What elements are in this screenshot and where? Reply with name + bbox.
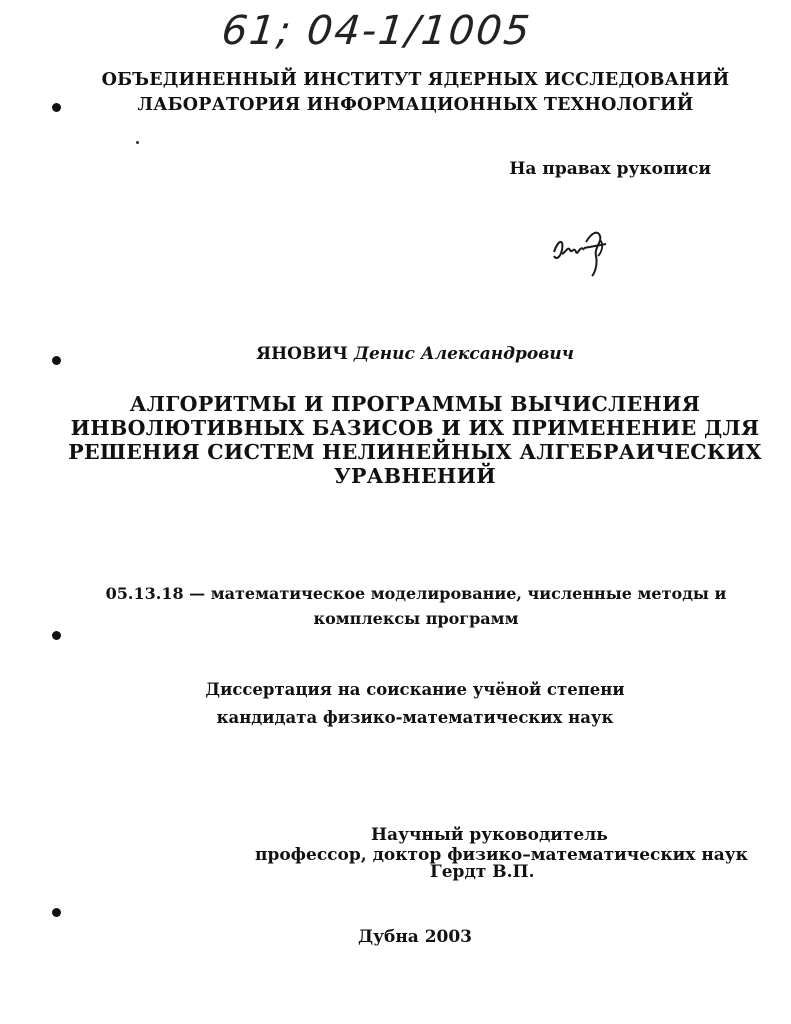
supervisor-name: Гердт В.П. — [430, 862, 535, 882]
supervisor-position: профессор, доктор физико–математических наук — [255, 845, 748, 865]
binder-hole-mark — [52, 908, 61, 917]
specialty-line-1: 05.13.18 — математическое моделирование, численные методы и — [105, 584, 727, 603]
handwritten-archive-code: 61; 04-1/1005 — [219, 8, 534, 54]
specialty-line-2: комплексы программ — [313, 609, 519, 628]
title-line-1: АЛГОРИТМЫ И ПРОГРАММЫ ВЫЧИСЛЕНИЯ — [129, 392, 701, 416]
binder-hole-mark — [52, 356, 61, 365]
author-given-names: Денис Александрович — [353, 344, 574, 364]
signature-mark — [548, 222, 618, 278]
supervisor-role: Научный руководитель — [371, 825, 608, 845]
title-line-3: РЕШЕНИЯ СИСТЕМ НЕЛИНЕЙНЫХ АЛГЕБРАИЧЕСКИХ — [68, 440, 762, 464]
laboratory-name: ЛАБОРАТОРИЯ ИНФОРМАЦИОННЫХ ТЕХНОЛОГИЙ — [137, 95, 694, 115]
dissertation-line-2: кандидата физико-математических наук — [216, 708, 614, 727]
binder-hole-mark — [52, 631, 61, 640]
rights-notice: На правах рукописи — [509, 159, 711, 179]
city-year: Дубна 2003 — [357, 927, 473, 947]
scan-speck — [136, 141, 139, 144]
title-line-4: УРАВНЕНИЙ — [334, 464, 496, 488]
author-name — [0, 344, 791, 364]
institute-name: ОБЪЕДИНЕННЫЙ ИНСТИТУТ ЯДЕРНЫХ ИССЛЕДОВАНИЙ — [101, 70, 730, 90]
title-line-2: ИНВОЛЮТИВНЫХ БАЗИСОВ И ИХ ПРИМЕНЕНИЕ ДЛЯ — [70, 416, 760, 440]
binder-hole-mark — [52, 103, 61, 112]
author-surname: ЯНОВИЧ — [256, 344, 348, 364]
dissertation-line-1: Диссертация на соискание учёной степени — [205, 680, 625, 699]
